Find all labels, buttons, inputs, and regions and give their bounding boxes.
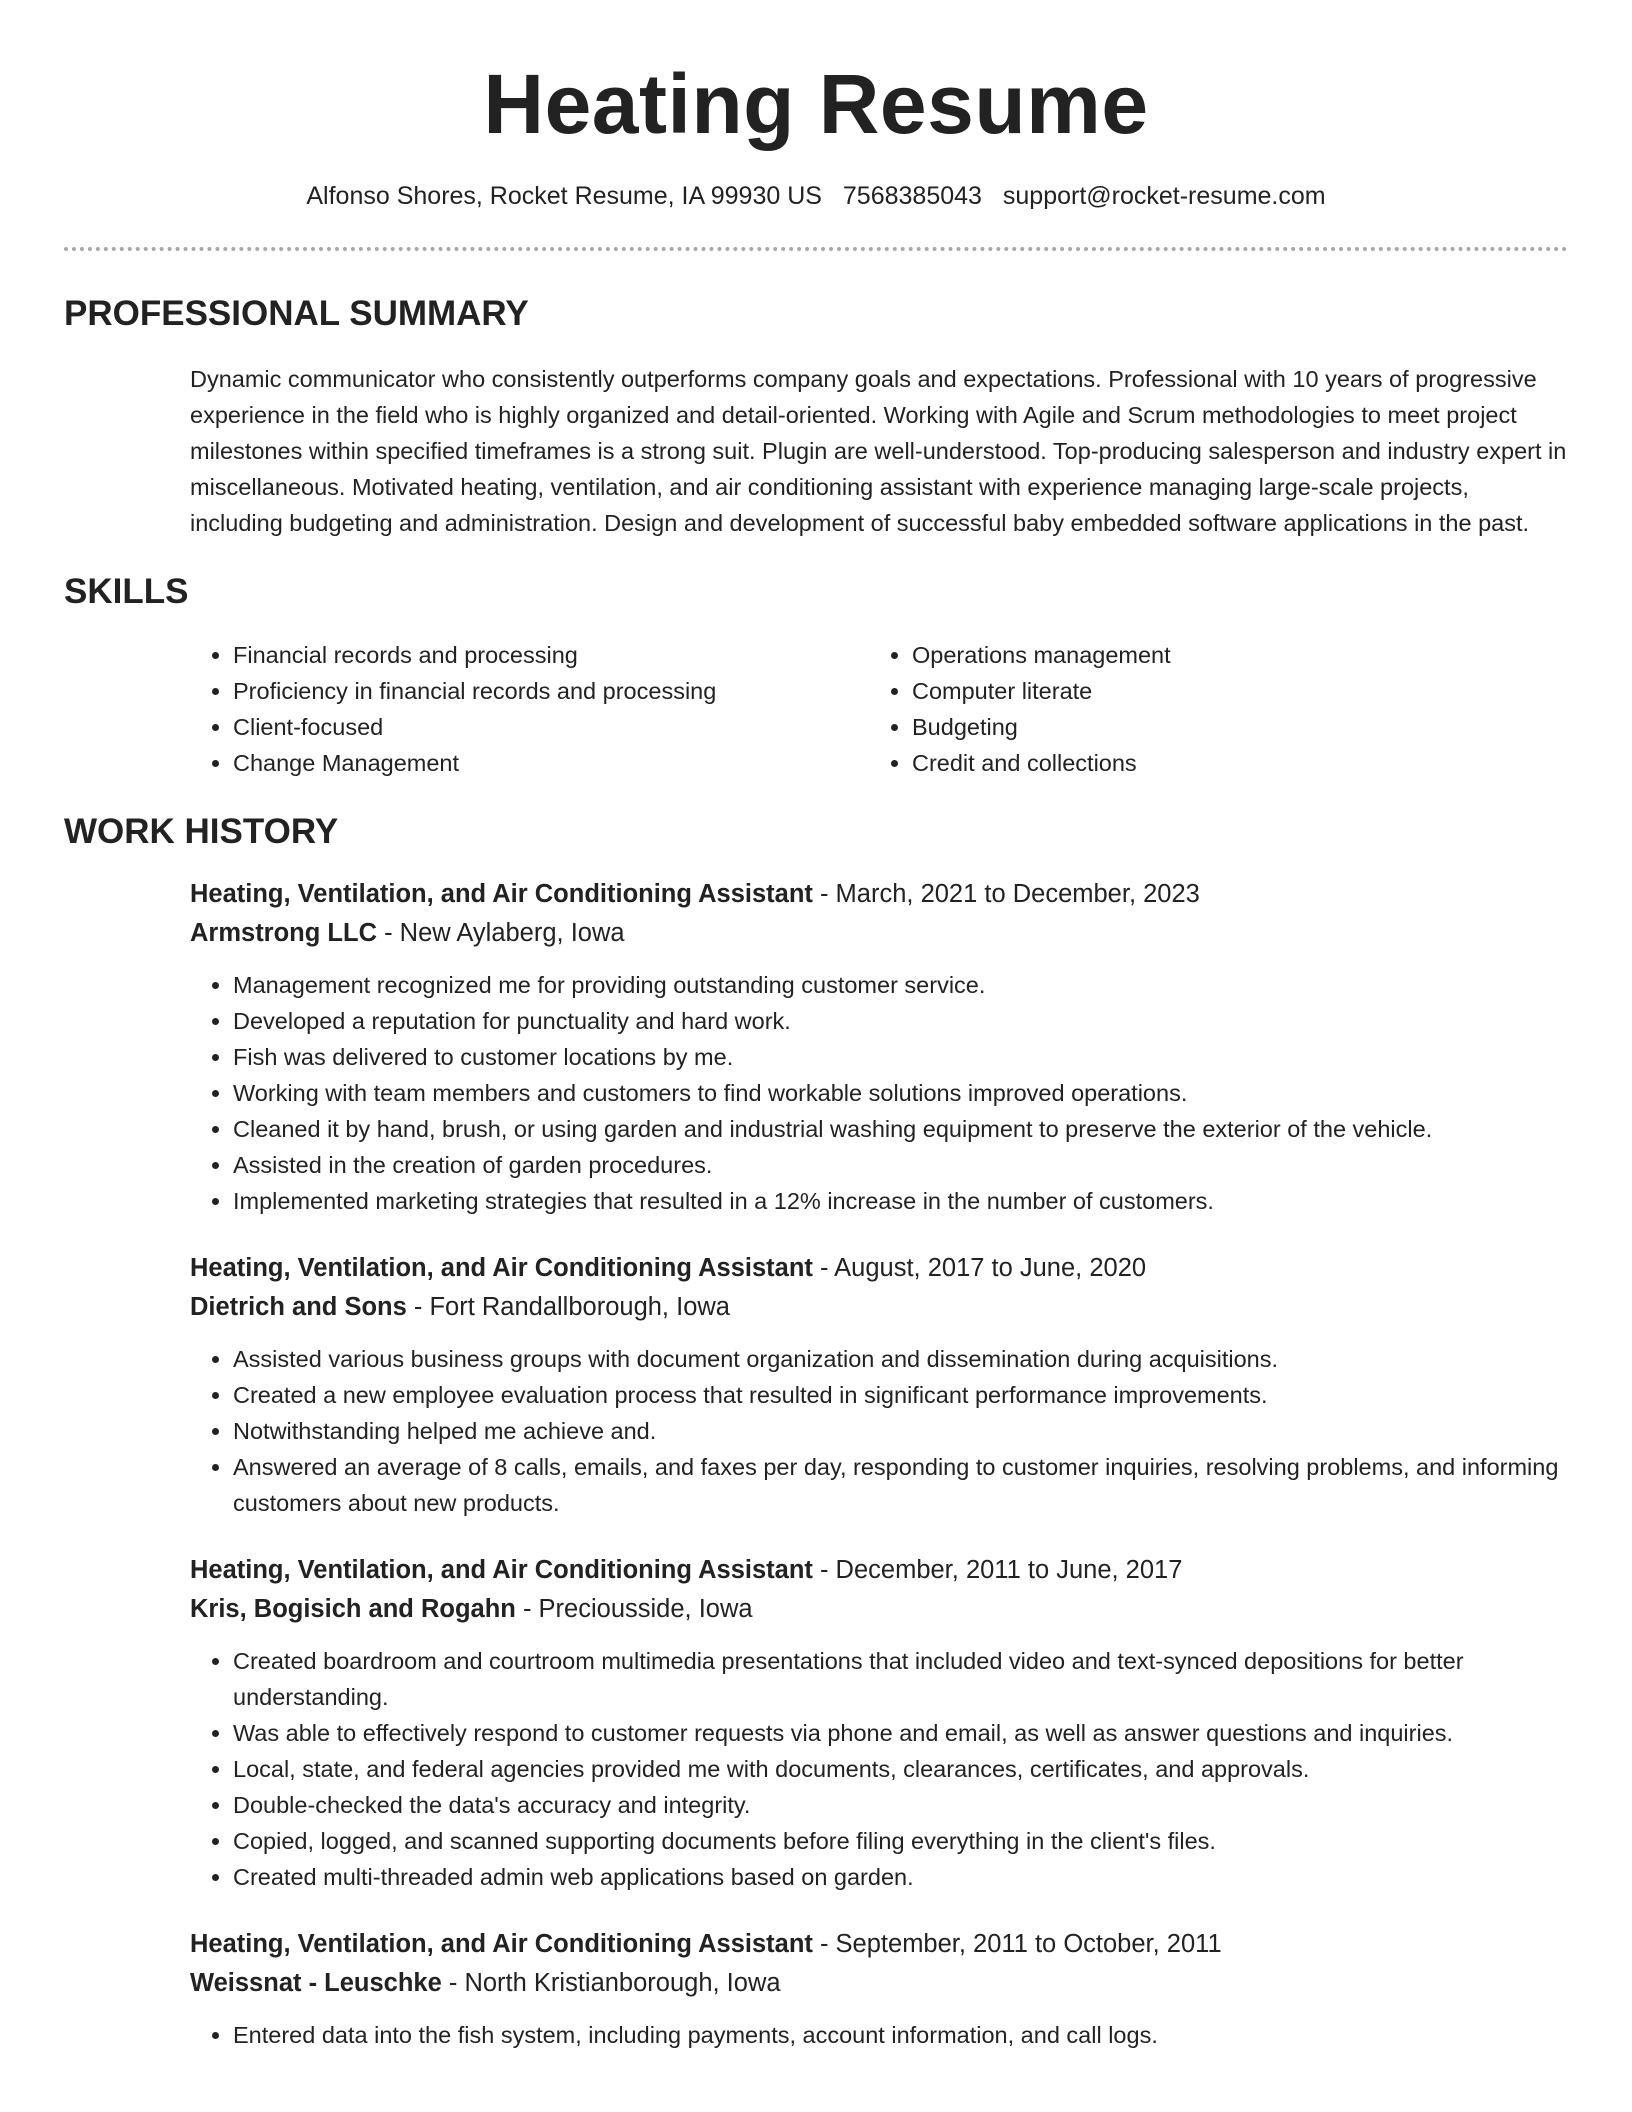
job-company: Weissnat - Leuschke (190, 1969, 442, 1997)
summary-text: Dynamic communicator who consistently outperforms company goals and expectations. Professional with 10 years of progressive experience in the field who is highly organized and detail-oriented. Working with Agile and Scrum methodologies to meet project milestones within specified timeframes is a strong suit. Plugin are well-understood. Top-producing salesperson and industry expert in miscellaneous. Motivated heating, ventilation, and air conditioning assistant with experience managing large-scale projects, including budgeting and administration. Design and development of successful baby embedded software applications in the past. (190, 366, 1567, 536)
skill-item: • Change Management (233, 745, 869, 781)
job-location: - North Kristianborough, Iowa (441, 1969, 781, 1997)
skill-item: • Financial records and processing (233, 637, 869, 673)
job-bullet: • Implemented marketing strategies that resulted in a 12% increase in the number of customers. (233, 1183, 1568, 1219)
job-dates: - September, 2011 to October, 2011 (812, 1930, 1222, 1958)
job-bullets (190, 2017, 1568, 2053)
skill-item: • Client-focused (233, 709, 869, 745)
skill-item: • Budgeting (912, 709, 1171, 745)
skills-column-right (869, 637, 1171, 781)
job-dates: - March, 2021 to December, 2023 (812, 880, 1200, 908)
job-company: Dietrich and Sons (190, 1293, 407, 1321)
job-location: - New Aylaberg, Iowa (377, 919, 625, 947)
skill-item: • Proficiency in financial records and processing (233, 673, 869, 709)
job-company-line (190, 914, 1568, 953)
job-entry (190, 1249, 1568, 1521)
job-company-line (190, 1288, 1568, 1327)
job-bullet: • Was able to effectively respond to customer requests via phone and email, as well as answer questions and inquiries. (233, 1715, 1568, 1751)
job-location: - Fort Randallborough, Iowa (406, 1293, 730, 1321)
email: support@rocket-resume.com (1002, 182, 1326, 210)
job-title-line (190, 875, 1568, 914)
job-bullet: • Created boardroom and courtroom multimedia presentations that included video and text-synced depositions for better understanding. (233, 1643, 1568, 1715)
phone: 7568385043 (842, 182, 982, 210)
job-title: Heating, Ventilation, and Air Conditioning Assistant (190, 1254, 813, 1282)
job-bullet: • Copied, logged, and scanned supporting documents before filing everything in the client's files. (233, 1823, 1568, 1859)
job-bullets (190, 967, 1568, 1219)
job-bullets (190, 1341, 1568, 1521)
job-bullet: • Working with team members and customers to find workable solutions improved operations. (233, 1075, 1568, 1111)
job-company-line (190, 1964, 1568, 2003)
job-dates: - August, 2017 to June, 2020 (812, 1254, 1147, 1282)
job-bullet: • Local, state, and federal agencies provided me with documents, clearances, certificates, and approvals. (233, 1751, 1568, 1787)
header-divider (64, 247, 1568, 251)
job-bullet: • Entered data into the fish system, including payments, account information, and call logs. (233, 2017, 1568, 2053)
skills-heading: SKILLS (64, 572, 189, 611)
skill-item: • Computer literate (912, 673, 1171, 709)
skills-list (190, 637, 1568, 781)
job-dates: - December, 2011 to June, 2017 (812, 1556, 1183, 1584)
skills-column-left (190, 637, 869, 781)
skill-item: • Credit and collections (912, 745, 1171, 781)
job-location: - Preciousside, Iowa (515, 1595, 753, 1623)
job-bullet: • Notwithstanding helped me achieve and. (233, 1413, 1568, 1449)
job-title: Heating, Ventilation, and Air Conditioning Assistant (190, 1556, 813, 1584)
job-bullet: • Created a new employee evaluation process that resulted in significant performance improvements. (233, 1377, 1568, 1413)
job-title: Heating, Ventilation, and Air Conditioning Assistant (190, 880, 813, 908)
resume-title: Heating Resume (483, 57, 1149, 151)
job-entry (190, 1925, 1568, 2053)
summary-heading: PROFESSIONAL SUMMARY (64, 294, 529, 333)
job-title-line (190, 1925, 1568, 1964)
work-history-heading: WORK HISTORY (64, 812, 339, 851)
job-company: Kris, Bogisich and Rogahn (190, 1595, 516, 1623)
job-entry (190, 875, 1568, 1219)
address: Alfonso Shores, Rocket Resume, IA 99930 US (306, 182, 822, 210)
job-bullet: • Assisted in the creation of garden procedures. (233, 1147, 1568, 1183)
job-title-line (190, 1249, 1568, 1288)
skill-item: • Operations management (912, 637, 1171, 673)
job-entry (190, 1551, 1568, 1895)
job-company-line (190, 1590, 1568, 1629)
job-bullet: • Assisted various business groups with document organization and dissemination during acquisitions. (233, 1341, 1568, 1377)
job-bullet: • Cleaned it by hand, brush, or using garden and industrial washing equipment to preserve the exterior of the vehicle. (233, 1111, 1568, 1147)
job-title: Heating, Ventilation, and Air Conditioning Assistant (190, 1930, 813, 1958)
job-bullet: • Created multi-threaded admin web applications based on garden. (233, 1859, 1568, 1895)
job-bullet: • Developed a reputation for punctuality and hard work. (233, 1003, 1568, 1039)
job-bullet: • Management recognized me for providing outstanding customer service. (233, 967, 1568, 1003)
job-bullet: • Answered an average of 8 calls, emails, and faxes per day, responding to customer inquiries, resolving problems, and informing customers about new products. (233, 1449, 1568, 1521)
job-title-line (190, 1551, 1568, 1590)
contact-line (0, 182, 1632, 211)
job-bullets (190, 1643, 1568, 1895)
job-bullet: • Double-checked the data's accuracy and integrity. (233, 1787, 1568, 1823)
job-company: Armstrong LLC (190, 919, 377, 947)
job-bullet: • Fish was delivered to customer locations by me. (233, 1039, 1568, 1075)
